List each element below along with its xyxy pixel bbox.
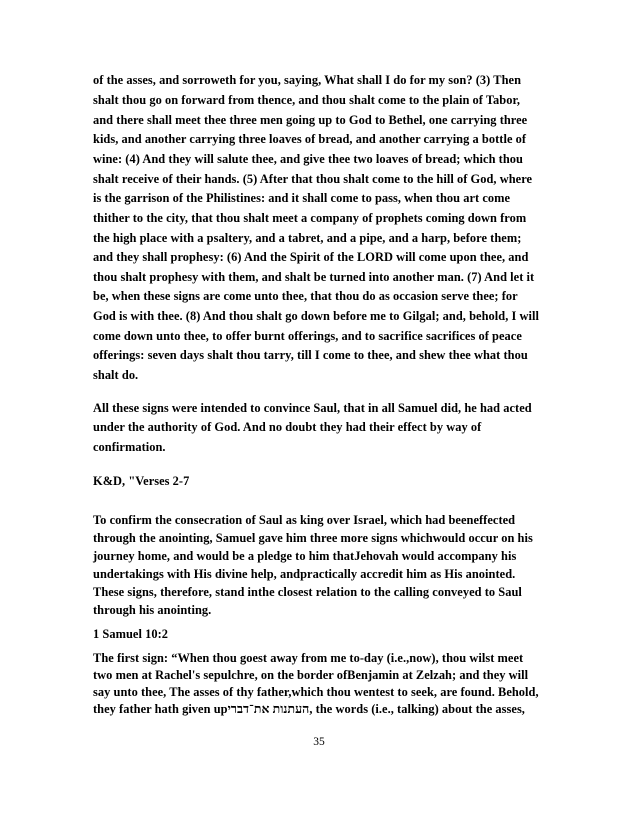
text-line: thou shalt prophesy with them, and shalt be turned into another man. (7) And let it [93,270,535,284]
text-line: To confirm the consecration of Saul as king over Israel, which had beeneffected [93,513,516,527]
text-line: kids, and another carrying three loaves of bread, and another carrying a bottle of [93,132,527,146]
text-line: be, when these signs are come unto thee, that thou do as occasion serve thee; for [93,289,518,303]
text-line: The first sign: “When thou goest away from me to-day (i.e.,now), thou wilst meet [93,651,524,665]
text-line: say unto thee, The asses of thy father,which thou wentest to seek, are found. Behold, [93,685,539,699]
text-line: and they shall prophesy: (6) And the Spirit of the LORD will come upon thee, and [93,250,529,264]
text-line: undertakings with His divine help, andpractically accredit him as His anointed. [93,567,516,581]
text-line: under the authority of God. And no doubt they had their effect by way of [93,420,482,434]
text-line: the high place with a psaltery, and a tabret, and a pipe, and a harp, before them; [93,231,522,245]
text-line: thither to the city, that thou shalt meet a company of prophets coming down from [93,211,527,225]
text-line: These signs, therefore, stand inthe closest relation to the calling conveyed to Saul [93,585,522,599]
text-line: wine: (4) And they will salute thee, and give thee two loaves of bread; which thou [93,152,523,166]
text-line: shalt do. [93,368,139,382]
page-number: 35 [313,736,325,748]
verse-heading: 1 Samuel 10:2 [93,627,168,641]
text-line: through the anointing, Samuel gave him three more signs whichwould occur on his [93,531,533,545]
text-line: shalt thou go on forward from thence, and thou shalt come to the plain of Tabor, [93,93,521,107]
section-heading: K&D, "Verses 2-7 [93,474,190,488]
text-line: through his anointing. [93,603,212,617]
text-line: journey home, and would be a pledge to him thatJehovah would accompany his [93,549,517,563]
text-line: offerings: seven days shalt thou tarry, till I come to thee, and shew thee what thou [93,348,528,362]
text-line: All these signs were intended to convince Saul, that in all Samuel did, he had acted [93,401,532,415]
text-line: and there shall meet thee three men going up to God to Bethel, one carrying three [93,113,528,127]
text-line: come down unto thee, to offer burnt offerings, and to sacrifice sacrifices of peace [93,329,522,343]
text-line: of the asses, and sorroweth for you, saying, What shall I do for my son? (3) Then [93,73,522,87]
text-line: they father hath given upהעתנות את־דברי, the words (i.e., talking) about the asses, [93,702,525,716]
text-line: is the garrison of the Philistines: and it shall come to pass, when thou art come [93,191,511,205]
text-line: God is with thee. (8) And thou shalt go down before me to Gilgal; and, behold, I will [93,309,540,323]
text-line: confirmation. [93,440,166,454]
text-line: two men at Rachel's sepulchre, on the border ofBenjamin at Zelzah; and they will [93,668,529,682]
text-line: shalt receive of their hands. (5) After that thou shalt come to the hill of God, where [93,172,533,186]
